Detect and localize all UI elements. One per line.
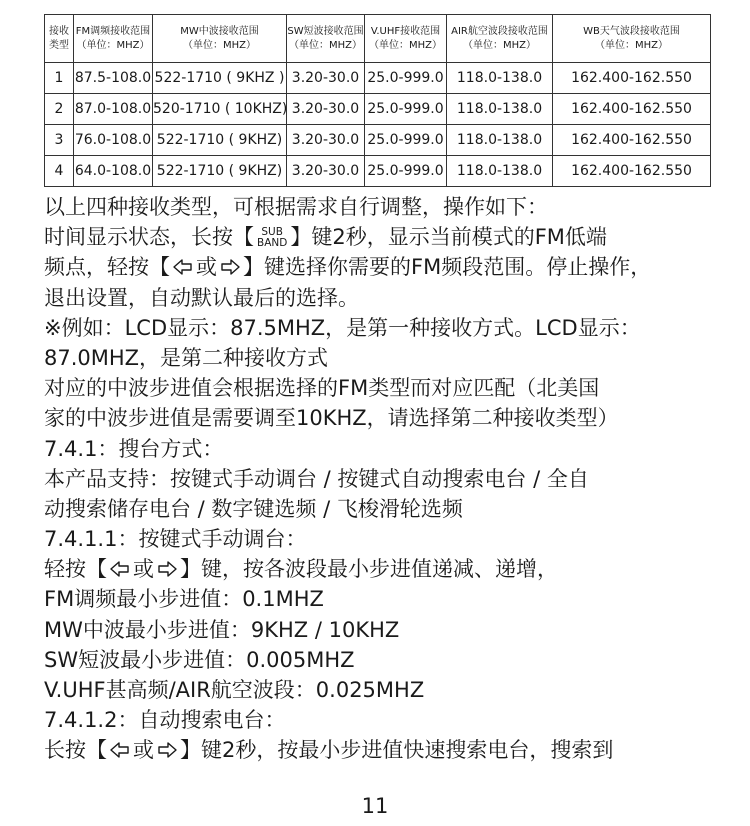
header-air: AIR航空波段接收范围 （单位：MHZ） bbox=[447, 15, 553, 63]
manual-body-text bbox=[44, 192, 724, 766]
table-cell: 162.400-162.550 bbox=[553, 125, 711, 156]
section-heading: 7.4.1.2：自动搜索电台： bbox=[44, 708, 286, 733]
right-arrow-icon bbox=[157, 741, 177, 759]
table-cell: 162.400-162.550 bbox=[553, 94, 711, 125]
table-row bbox=[45, 94, 711, 125]
table-cell: 3.20-30.0 bbox=[287, 94, 365, 125]
header-vuhf: V.UHF接收范围 （单位：MHZ） bbox=[365, 15, 447, 63]
text-line: 87.0MHZ，是第二种接收方式 bbox=[44, 345, 329, 370]
text-line: V.UHF甚高频/AIR航空波段：0.025MHZ bbox=[44, 678, 425, 702]
section-heading: 7.4.1：搜台方式： bbox=[44, 436, 224, 461]
table-cell: 3.20-30.0 bbox=[287, 63, 365, 94]
text-line: 退出设置，自动默认最后的选择。 bbox=[44, 285, 359, 310]
or-label: 或 bbox=[133, 557, 154, 582]
table-cell: 3.20-30.0 bbox=[287, 156, 365, 187]
header-type: 接收 类型 bbox=[45, 15, 74, 63]
page-number: 11 bbox=[361, 794, 389, 818]
table-cell: 4 bbox=[45, 156, 74, 187]
table-cell: 522-1710 ( 9KHZ) bbox=[153, 156, 287, 187]
table-cell: 1 bbox=[45, 63, 74, 94]
table-cell: 118.0-138.0 bbox=[447, 63, 553, 94]
table-cell: 87.5-108.0 bbox=[74, 63, 153, 94]
section-heading: 7.4.1.1：按键式手动调台： bbox=[44, 527, 307, 552]
right-arrow-icon bbox=[157, 560, 177, 578]
header-sw: SW短波接收范围 （单位：MHZ） bbox=[287, 15, 365, 63]
table-cell: 25.0-999.0 bbox=[365, 94, 447, 125]
text-line: 本产品支持：按键式手动调台 / 按键式自动搜索电台 / 全自 bbox=[44, 466, 589, 491]
right-arrow-icon bbox=[220, 258, 240, 276]
header-mw: MW中波接收范围 （单位：MHZ） bbox=[153, 15, 287, 63]
header-wb: WB天气波段接收范围 （单位：MHZ） bbox=[553, 15, 711, 63]
table-header-row bbox=[45, 15, 711, 63]
table-cell: 118.0-138.0 bbox=[447, 94, 553, 125]
text-line: SW短波最小步进值：0.005MHZ bbox=[44, 647, 355, 672]
text-line: 频点，轻按【 或 】键选择你需要的FM频段范围。停止操作， bbox=[44, 255, 652, 280]
or-label: 或 bbox=[133, 738, 154, 763]
text-line: 以上四种接收类型，可根据需求自行调整，操作如下： bbox=[44, 195, 548, 219]
text-line: FM调频最小步进值：0.1MHZ bbox=[44, 587, 324, 612]
table-row bbox=[45, 156, 711, 187]
table-cell: 162.400-162.550 bbox=[553, 63, 711, 94]
text-line: 轻按【 或 】键，按各波段最小步进值递减、递增， bbox=[44, 557, 558, 582]
table-cell: 522-1710 ( 9KHZ ) bbox=[153, 63, 287, 94]
text-line: 动搜索储存电台 / 数字键选频 / 飞梭滑轮选频 bbox=[44, 496, 463, 521]
text-line: MW中波最小步进值：9KHZ / 10KHZ bbox=[44, 617, 400, 642]
text-line: 对应的中波步进值会根据选择的FM类型而对应匹配（北美国 bbox=[44, 376, 600, 401]
table-cell: 2 bbox=[45, 94, 74, 125]
table-cell: 118.0-138.0 bbox=[447, 125, 553, 156]
table-cell: 118.0-138.0 bbox=[447, 156, 553, 187]
table-cell: 76.0-108.0 bbox=[74, 125, 153, 156]
header-fm: FM调频接收范围 （单位：MHZ） bbox=[74, 15, 153, 63]
table-cell: 25.0-999.0 bbox=[365, 125, 447, 156]
text-line: 家的中波步进值是需要调至10KHZ，请选择第二种接收类型） bbox=[44, 406, 619, 431]
table-cell: 522-1710 ( 9KHZ) bbox=[153, 125, 287, 156]
table-cell: 162.400-162.550 bbox=[553, 156, 711, 187]
left-arrow-icon bbox=[173, 258, 193, 276]
table-cell: 3.20-30.0 bbox=[287, 125, 365, 156]
left-arrow-icon bbox=[110, 560, 130, 578]
or-label: 或 bbox=[196, 255, 217, 280]
left-arrow-icon bbox=[110, 741, 130, 759]
table-cell: 64.0-108.0 bbox=[74, 156, 153, 187]
table-cell: 87.0-108.0 bbox=[74, 94, 153, 125]
table-cell: 25.0-999.0 bbox=[365, 156, 447, 187]
table-cell: 520-1710 ( 10KHZ) bbox=[153, 94, 287, 125]
frequency-range-table bbox=[44, 14, 711, 187]
table-row bbox=[45, 63, 711, 94]
text-line: ※例如：LCD显示：87.5MHZ，是第一种接收方式。LCD显示： bbox=[44, 315, 641, 340]
text-line: 长按【 或 】键2秒，按最小步进值快速搜索电台，搜索到 bbox=[44, 738, 614, 763]
table-cell: 3 bbox=[45, 125, 74, 156]
table-row bbox=[45, 125, 711, 156]
text-line: 时间显示状态，长按【 SUB BAND 】键2秒，显示当前模式的FM低端 bbox=[44, 225, 607, 250]
sub-band-key-label: SUB BAND bbox=[257, 226, 288, 250]
table-cell: 25.0-999.0 bbox=[365, 63, 447, 94]
